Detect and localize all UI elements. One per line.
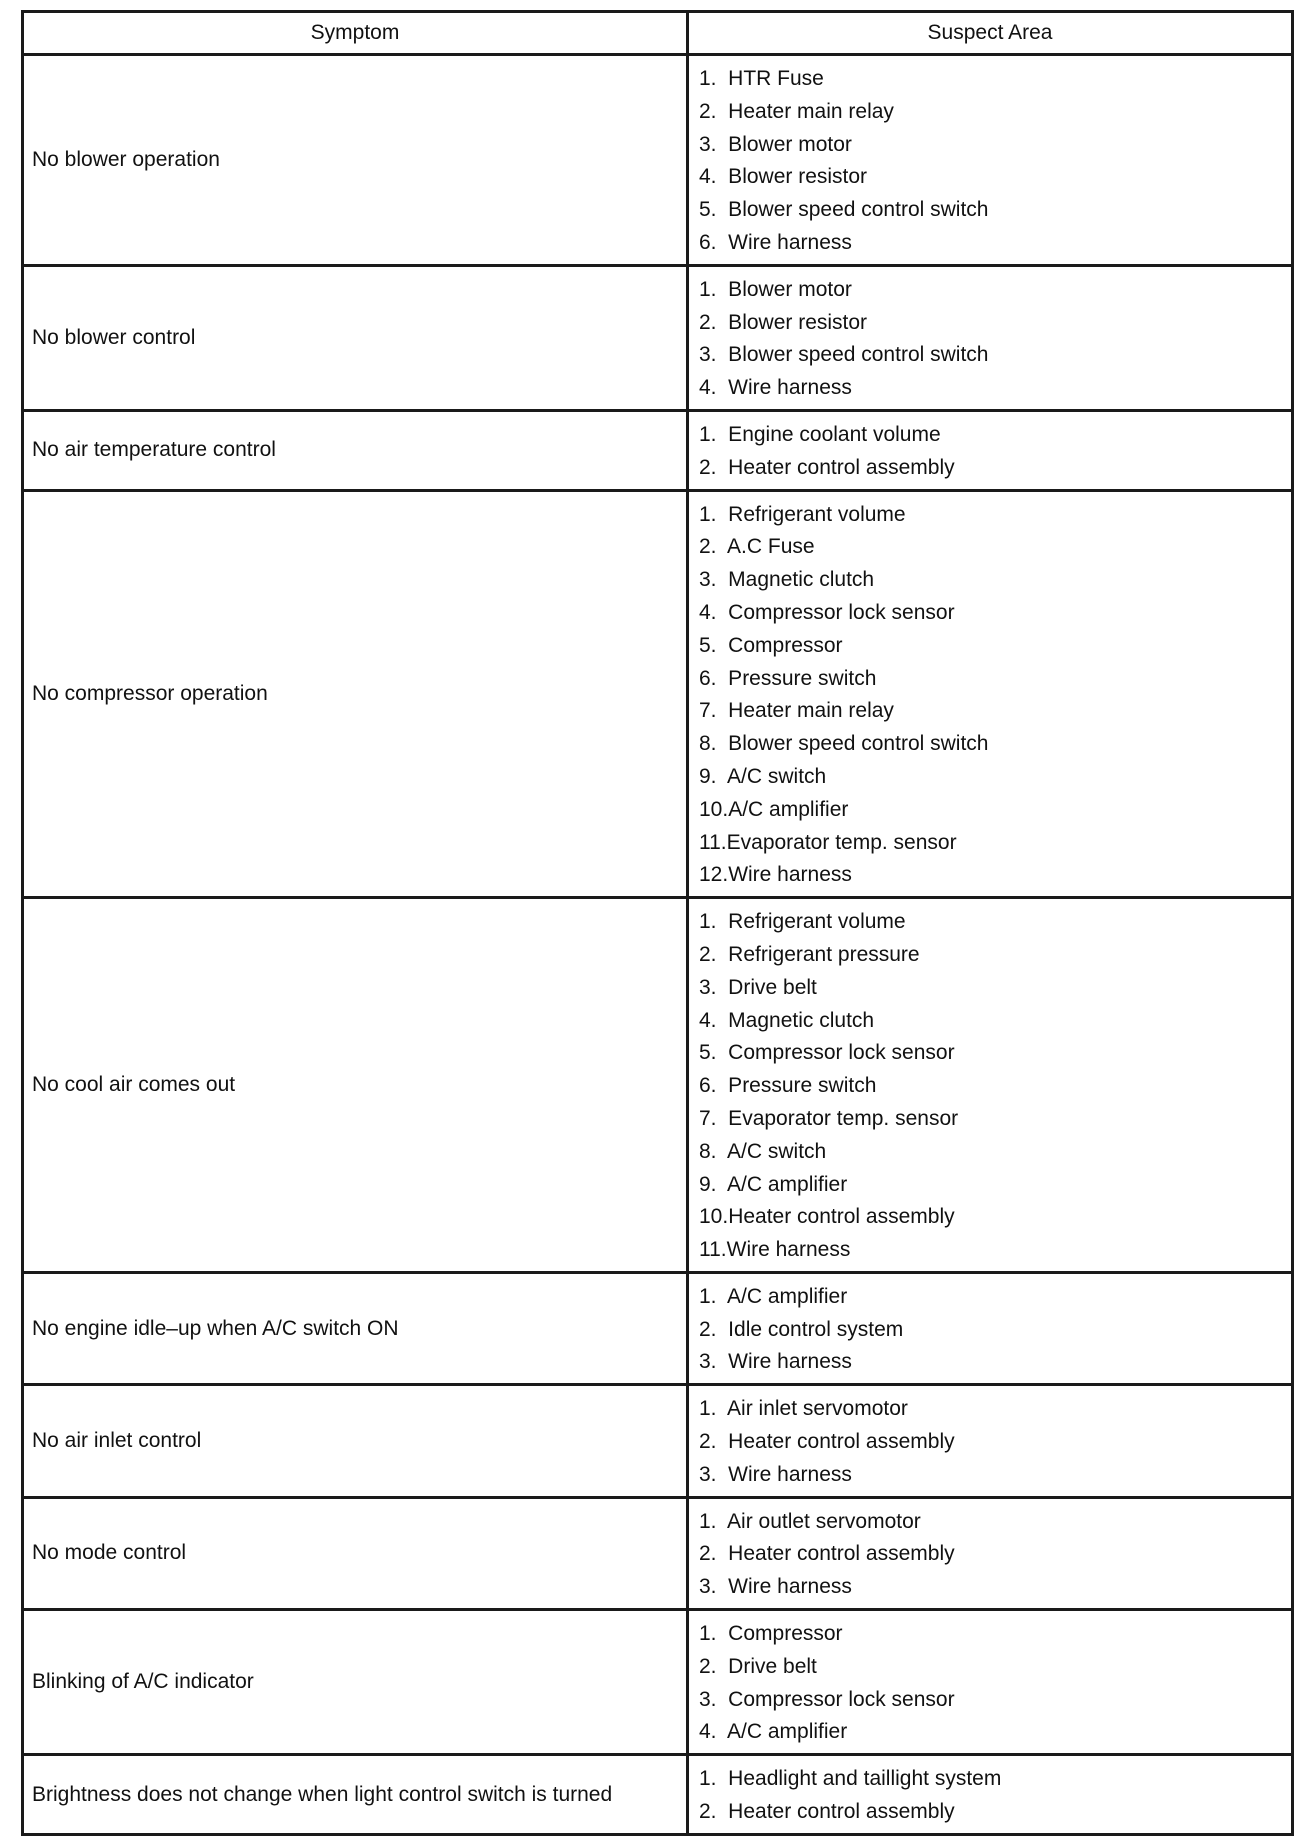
troubleshooting-table-wrapper — [21, 10, 1291, 1836]
suspect-item: 3. Wire harness — [699, 1575, 852, 1599]
suspect-item: 1. Air outlet servomotor — [699, 1509, 921, 1533]
symptom-cell: No blower operation — [23, 55, 688, 266]
suspect-item: 8. Blower speed control switch — [699, 732, 989, 756]
suspect-item: 3. Wire harness — [699, 1462, 852, 1486]
symptom-cell: Brightness does not change when light control switch is turned — [23, 1755, 688, 1835]
suspect-item: 10.A/C amplifier — [699, 797, 849, 821]
suspect-area-cell — [688, 1755, 1293, 1835]
suspect-item: 1. Engine coolant volume — [699, 422, 941, 446]
suspect-item: 11.Evaporator temp. sensor — [699, 830, 957, 854]
suspect-item: 8. A/C switch — [699, 1139, 827, 1163]
suspect-area-cell — [688, 898, 1293, 1273]
table-row — [23, 265, 1293, 410]
suspect-item: 9. A/C switch — [699, 764, 827, 788]
suspect-item: 11.Wire harness — [699, 1238, 851, 1262]
suspect-item: 1. Compressor — [699, 1622, 843, 1646]
suspect-item: 4. A/C amplifier — [699, 1720, 848, 1744]
table-row — [23, 898, 1293, 1273]
suspect-item: 4. Magnetic clutch — [699, 1008, 875, 1032]
suspect-item: 5. Compressor lock sensor — [699, 1041, 955, 1065]
suspect-item: 7. Evaporator temp. sensor — [699, 1106, 959, 1130]
suspect-area-cell — [688, 1385, 1293, 1497]
suspect-area-cell — [688, 1610, 1293, 1755]
symptom-table — [21, 10, 1294, 1836]
table-body — [23, 55, 1293, 1835]
suspect-item: 3. Wire harness — [699, 1350, 852, 1374]
suspect-area-cell — [688, 410, 1293, 490]
symptom-cell: No engine idle–up when A/C switch ON — [23, 1272, 688, 1384]
suspect-item: 1. A/C amplifier — [699, 1284, 848, 1308]
suspect-item: 4. Compressor lock sensor — [699, 600, 955, 624]
suspect-item: 7. Heater main relay — [699, 699, 894, 723]
suspect-item: 5. Blower speed control switch — [699, 198, 989, 222]
suspect-item: 2. Heater control assembly — [699, 1542, 955, 1566]
suspect-area-cell — [688, 490, 1293, 898]
suspect-area-cell — [688, 55, 1293, 266]
suspect-item: 1. Headlight and taillight system — [699, 1767, 1002, 1791]
suspect-item: 5. Compressor — [699, 633, 843, 657]
suspect-item: 2. Heater control assembly — [699, 1430, 955, 1454]
symptom-cell: No air temperature control — [23, 410, 688, 490]
suspect-item: 2. Idle control system — [699, 1317, 904, 1341]
suspect-item: 1. Refrigerant volume — [699, 910, 906, 934]
suspect-item: 6. Wire harness — [699, 230, 852, 254]
symptom-cell: No cool air comes out — [23, 898, 688, 1273]
table-row — [23, 490, 1293, 898]
suspect-item: 4. Blower resistor — [699, 165, 868, 189]
symptom-cell: No mode control — [23, 1497, 688, 1609]
suspect-item: 2. Heater main relay — [699, 99, 894, 123]
suspect-item: 2. Blower resistor — [699, 310, 868, 334]
suspect-item: 10.Heater control assembly — [699, 1205, 955, 1229]
suspect-item: 2. Heater control assembly — [699, 1800, 955, 1824]
suspect-item: 9. A/C amplifier — [699, 1172, 848, 1196]
suspect-item: 2. Refrigerant pressure — [699, 942, 920, 966]
suspect-item: 4. Wire harness — [699, 376, 852, 400]
suspect-item: 3. Blower motor — [699, 132, 852, 156]
header-symptom: Symptom — [23, 12, 688, 55]
table-row — [23, 1272, 1293, 1384]
suspect-area-cell — [688, 1497, 1293, 1609]
suspect-item: 6. Pressure switch — [699, 666, 877, 690]
table-row — [23, 1497, 1293, 1609]
suspect-item: 2. A.C Fuse — [699, 535, 815, 559]
suspect-item: 3. Blower speed control switch — [699, 343, 989, 367]
suspect-item: 1. HTR Fuse — [699, 67, 824, 90]
suspect-item: 3. Magnetic clutch — [699, 568, 875, 592]
suspect-item: 2. Drive belt — [699, 1654, 817, 1678]
suspect-item: 3. Compressor lock sensor — [699, 1687, 955, 1711]
suspect-item: 1. Air inlet servomotor — [699, 1397, 908, 1421]
header-suspect-area: Suspect Area — [688, 12, 1293, 55]
header-row — [23, 12, 1293, 55]
symptom-cell: No blower control — [23, 265, 688, 410]
suspect-item: 6. Pressure switch — [699, 1074, 877, 1098]
table-row — [23, 1755, 1293, 1835]
table-row — [23, 55, 1293, 266]
symptom-cell: No air inlet control — [23, 1385, 688, 1497]
suspect-item: 1. Refrigerant volume — [699, 502, 906, 526]
suspect-item: 2. Heater control assembly — [699, 455, 955, 479]
table-row — [23, 410, 1293, 490]
suspect-area-cell — [688, 265, 1293, 410]
suspect-item: 3. Drive belt — [699, 975, 817, 999]
symptom-cell: No compressor operation — [23, 490, 688, 898]
suspect-item: 12.Wire harness — [699, 863, 852, 887]
table-row — [23, 1385, 1293, 1497]
symptom-cell: Blinking of A/C indicator — [23, 1610, 688, 1755]
suspect-area-cell — [688, 1272, 1293, 1384]
table-row — [23, 1610, 1293, 1755]
suspect-item: 1. Blower motor — [699, 277, 852, 301]
